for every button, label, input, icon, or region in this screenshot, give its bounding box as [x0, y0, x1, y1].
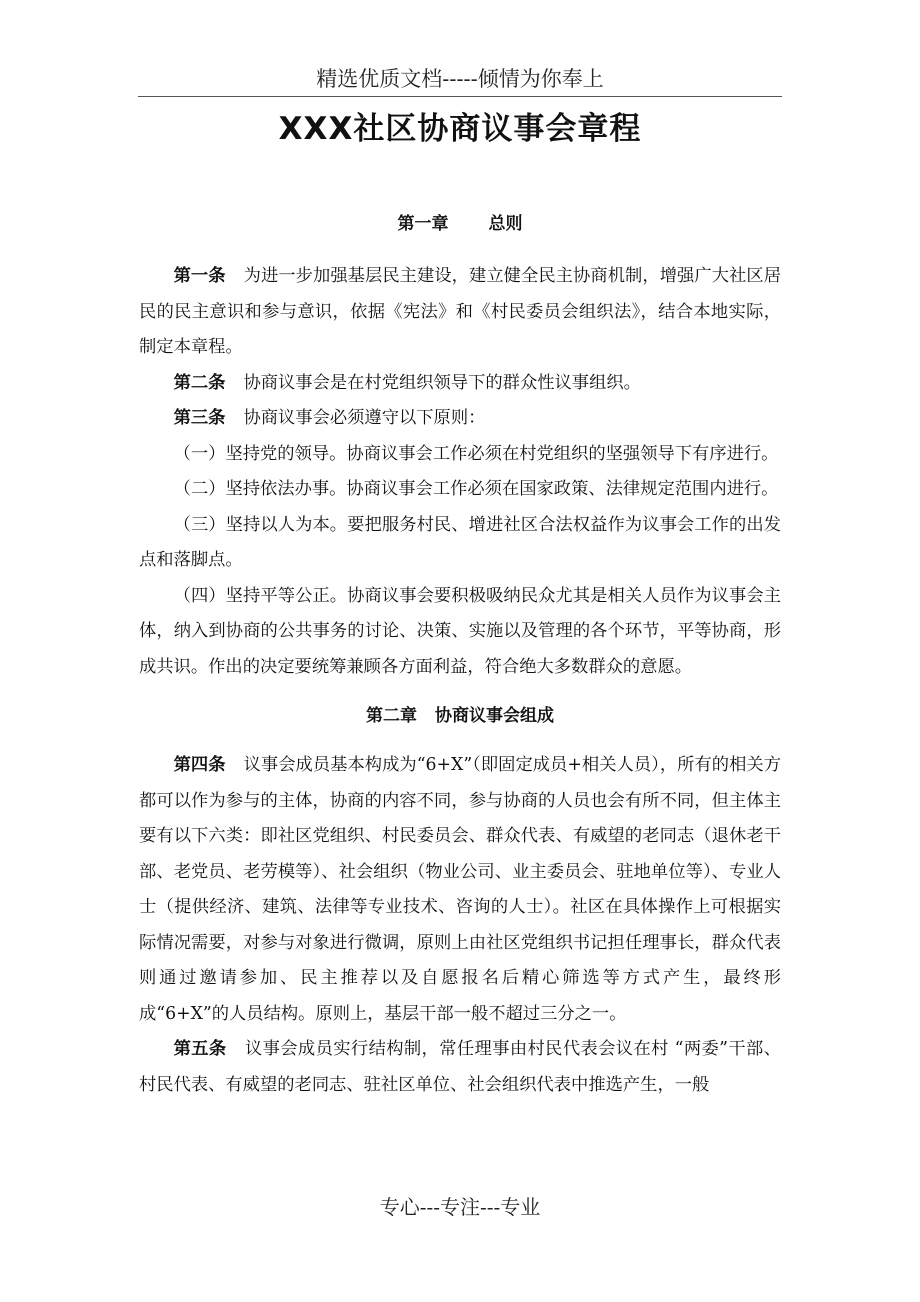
article-label: 第一条 [173, 266, 226, 286]
article-4 [139, 748, 781, 1032]
article-text: 协商议事会必须遵守以下原则： [243, 408, 486, 428]
page-footer: 专心---专注---专业 [379, 1195, 541, 1219]
article-text: 议事会成员实行结构制，常任理事由村民代表会议在村 “两委”干部、村民代表、有威望的老同志、驻社区单位、社会组织代表中推选产生，一般 [139, 1039, 781, 1095]
article-label: 第二条 [173, 372, 226, 393]
article-text: 议事会成员基本构成为“6+X”（即固定成员+相关人员），所有的相关方都可以作为参与的主体，协商的内容不同，参与协商的人员也会有所不同，但主体主要有以下六类：即社区党组织、村民委员会、群众代表、有威望的老同志（退休老干部、老党员、老劳模等）、社会组织（物业公司、业主委员会、驻地单位等）、专业人士（提供经济、建筑、法律等专业技术、咨询的人士）。社区在具体操作上可根据实际情况需要，对参与对象进行微调，原则上由社区党组织书记担任理事长，群众代表则通过邀请参加、民主推荐以及自愿报名后精心筛选等方式产生，最终形成“6+X”的人员结构。原则上，基层干部一般不超过三分之一。 [139, 755, 781, 1024]
principle-item: （二）坚持依法办事。协商议事会工作必须在国家政策、法律规定范围内进行。 [173, 479, 779, 499]
principle-item: （四）坚持平等公正。协商议事会要积极吸纳民众尤其是相关人员作为议事会主体，纳入到协商的公共事务的讨论、决策、实施以及管理的各个环节，平等协商，形成共识。作出的决定要统筹兼顾各方面利益，符合绝大多数群众的意愿。 [139, 585, 781, 677]
principle-item: （一）坚持党的领导。协商议事会工作必须在村党组织的坚强领导下有序进行。 [173, 443, 779, 464]
chapter-heading-1 [139, 207, 781, 242]
article-label: 第五条 [173, 1039, 227, 1059]
principle-item: （三）坚持以人为本。要把服务村民、增进社区合法权益作为议事会工作的出发点和落脚点。 [139, 514, 781, 570]
page-header: 精选优质文档-----倾情为你奉上 [316, 67, 604, 91]
article-5 [139, 1032, 781, 1103]
document-title: XXX社区协商议事会章程 [278, 111, 642, 147]
article-label: 第三条 [173, 408, 226, 428]
article-label: 第四条 [173, 755, 226, 775]
document-body [139, 207, 781, 1103]
article-3 [139, 401, 781, 437]
chapter-name: 总则 [488, 214, 523, 234]
article-text: 协商议事会是在村党组织领导下的群众性议事组织。 [243, 372, 641, 393]
article-2 [139, 366, 781, 402]
chapter-heading-2 [139, 699, 781, 734]
article-text: 为进一步加强基层民主建设，建立健全民主协商机制，增强广大社区居民的民主意识和参与意识，依据《宪法》和《村民委员会组织法》，结合本地实际，制定本章程。 [139, 266, 781, 357]
article-1 [139, 259, 781, 366]
chapter-number: 第二章 [366, 706, 417, 726]
chapter-number: 第一章 [397, 214, 449, 234]
header-rule [138, 96, 782, 97]
chapter-name: 协商议事会组成 [435, 706, 554, 726]
